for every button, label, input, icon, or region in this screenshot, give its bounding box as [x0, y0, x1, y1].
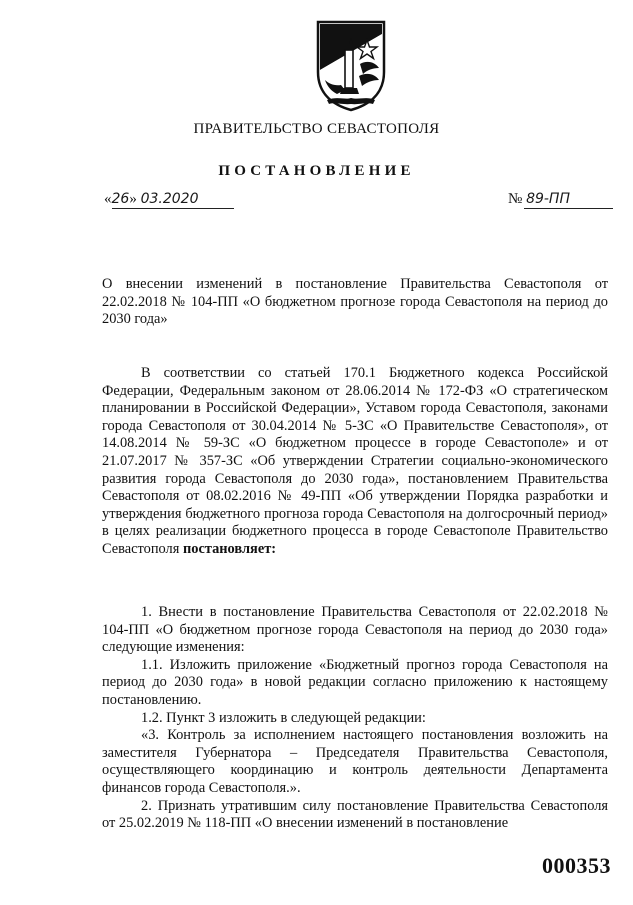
preamble-paragraph [102, 365, 608, 559]
date-month-year: 03.2020 [140, 191, 199, 207]
date-close-quote: » [129, 191, 137, 207]
decree-word: постановляет: [182, 540, 277, 557]
preamble [102, 365, 608, 559]
date-open-quote: « [104, 191, 112, 207]
document-subject [102, 276, 608, 329]
date-underline [112, 208, 234, 209]
preamble-text: В соответствии со статьей 170.1 Бюджетного кодекса Российской Федерации, Федеральным законом от 28.06.2014 № 172-ФЗ «О стратегическом планировании в Российской Федерации», Уставом города Севастополя, законами города Севастополя от 30.04.2014 № 5-ЗС «О Правительстве Севастополя», от 14.08.2014 № 59-ЗС «О бюджетном процессе в городе Севастополе» и от 21.07.2017 № 357-ЗС «Об утверждении Стратегии социально-экономического развития города Севастополя до 2030 года», постановлением Правительства Севастополя от 08.02.2016 № 49-ПП «Об утверждении Порядка разработки и утверждения бюджетного прогноза города Севастополя на долгосрочный период» в целях реализации бюджетного процесса в городе Севастополе Правительство Севастополя [102, 365, 608, 557]
subject-text: О внесении изменений в постановление Правительства Севастополя от 22.02.2018 № 104-ПП «О бюджетном прогнозе города Севастополя на период до 2030 года» [102, 276, 608, 328]
government-title: ПРАВИТЕЛЬСТВО СЕВАСТОПОЛЯ [193, 121, 440, 137]
number-underline [524, 208, 613, 209]
date-day: 26 [111, 191, 130, 207]
item-1: 1. Внести в постановление Правительства Севастополя от 22.02.2018 № 104-ПП «О бюджетном прогнозе города Севастополя на период до 2030 года» следующие изменения: [102, 604, 608, 656]
number-value: 89-ПП [526, 191, 570, 207]
serial-number: 000353 [542, 853, 611, 878]
item-2: 2. Признать утратившим силу постановление Правительства Севастополя от 25.02.2019 № 118-ПП «О внесении изменений в постановление [102, 797, 608, 832]
sevastopol-coat-of-arms-icon [315, 20, 387, 112]
item-1-2: 1.2. Пункт 3 изложить в следующей редакции: [141, 709, 426, 726]
resolution-items [102, 604, 608, 833]
item-1-1: 1.1. Изложить приложение «Бюджетный прогноз города Севастополя на период до 2030 года» в новой редакции согласно приложению к настоящему постановлению. [102, 656, 608, 708]
document-type-heading: ПОСТАНОВЛЕНИЕ [218, 163, 415, 179]
document-number [508, 191, 613, 208]
number-label: № [508, 191, 523, 207]
document-date [104, 191, 234, 208]
item-1-2-text: «3. Контроль за исполнением настоящего постановления возложить на заместителя Губернатора – Председателя Правительства Севастополя, осуществляющего координацию и контроль деятельности Департамента финансов города Севастополя.». [102, 727, 608, 796]
